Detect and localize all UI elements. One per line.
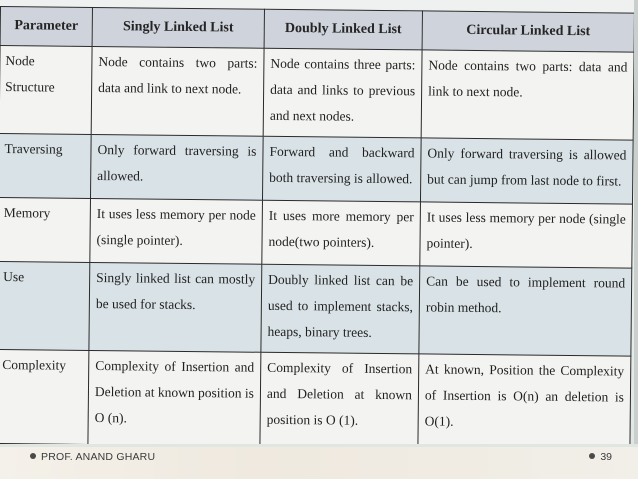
header-circular-linked-list: Circular Linked List [422,11,634,52]
page-number: 39 [600,451,612,463]
bullet-icon [30,453,36,459]
cell-singly: Complexity of Insertion and Deletion at known position is O (n). [88,350,261,444]
cell-singly: Singly linked list can mostly be used for stacks. [89,262,262,352]
table-header-row [0,7,634,53]
cell-circular: At known, Position the Complexity of Insertion is O(n) an deletion is O(1). [418,354,631,444]
header-parameter: Parameter [0,7,92,47]
row-parameter: Node Structure [0,46,92,135]
header-singly-linked-list: Singly Linked List [92,7,264,48]
header-doubly-linked-list: Doubly Linked List [264,9,422,50]
footer-page [589,451,612,463]
cell-singly: It uses less memory per node (single pointer). [90,198,263,264]
table-row-traversing [0,133,633,204]
linked-list-comparison-table [0,6,634,444]
cell-doubly: Node contains three parts: data and links to previous and next nodes. [263,48,422,138]
footer-author [30,451,155,463]
row-parameter: Use [0,261,90,350]
cell-doubly: Complexity of Insertion and Deletion at known position is O (1). [260,352,419,444]
slide-footer [0,447,638,479]
cell-circular: Node contains two parts: data and link to next node. [421,50,634,140]
cell-doubly: Doubly linked list can be used to implement stacks, heaps, binary trees. [261,264,420,354]
comparison-table-container [0,6,634,444]
table-row-complexity [0,349,631,444]
cell-circular: Only forward traversing is allowed but can jump from last node to first. [420,138,633,204]
cell-singly: Only forward traversing is allowed. [90,134,263,200]
row-parameter: Memory [0,197,90,262]
table-row-memory [0,197,632,268]
cell-singly: Node contains two parts: data and link to next node. [91,46,264,136]
author-text: PROF. ANAND GHARU [41,451,156,463]
page-edge [634,0,638,444]
cell-doubly: It uses more memory per node(two pointers). [262,200,421,266]
row-parameter: Traversing [0,133,91,198]
row-parameter: Complexity [0,349,89,444]
cell-circular: It uses less memory per node (single pointer). [420,202,633,268]
table-row-use [0,261,632,356]
bullet-icon [589,453,595,459]
table-row-node-structure [0,46,634,141]
cell-doubly: Forward and backward both traversing is allowed. [262,136,421,202]
cell-circular: Can be used to implement round robin method. [419,266,632,356]
